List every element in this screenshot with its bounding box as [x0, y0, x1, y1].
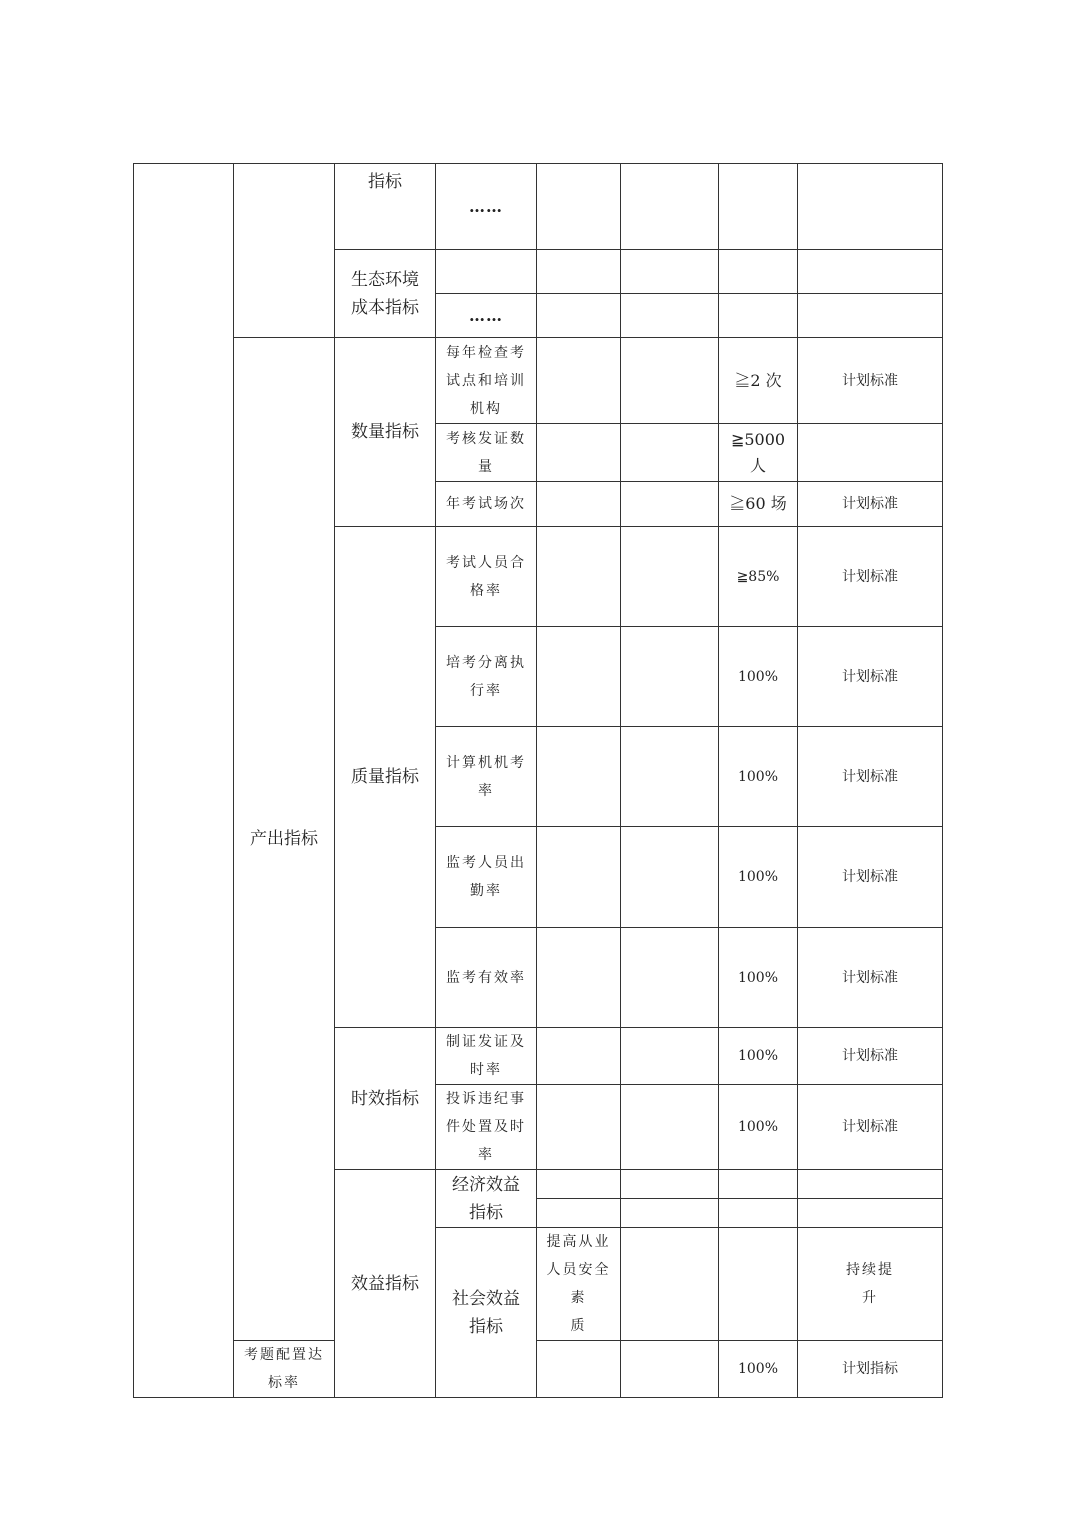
indicator-value: 100% — [719, 827, 798, 928]
level2-partial-label: 指标 — [335, 164, 436, 250]
indicator-value: ≧85% — [719, 527, 798, 627]
level1-blank-cell — [134, 164, 234, 1398]
ellipsis-cell: …… — [436, 294, 537, 338]
indicator-name: 培考分离执 行率 — [436, 627, 537, 727]
indicator-note: 计划标准 — [798, 928, 943, 1028]
level2-quantity-label: 数量指标 — [335, 338, 436, 527]
indicator-name: 监考有效率 — [436, 928, 537, 1028]
indicator-name: 每年检查考 试点和培训 机构 — [436, 338, 537, 424]
indicator-note: 计划标准 — [798, 527, 943, 627]
indicator-name: 监考人员出 勤率 — [436, 827, 537, 928]
indicator-name: 提高从业 人员安全素 质 — [537, 1228, 621, 1341]
indicator-value: 100% — [719, 1085, 798, 1170]
indicator-note: 计划标准 — [798, 338, 943, 424]
indicator-note: 计划标准 — [798, 1028, 943, 1085]
indicator-name: 考题配置达 标率 — [234, 1341, 335, 1398]
indicator-note: 计划标准 — [798, 727, 943, 827]
indicator-note: 计划标准 — [798, 1085, 943, 1170]
indicator-note: 计划标准 — [798, 482, 943, 527]
indicator-value: 100% — [719, 1341, 798, 1398]
indicator-name: 投诉违纪事 件处置及时 率 — [436, 1085, 537, 1170]
indicator-value: 100% — [719, 627, 798, 727]
indicator-value: 持续提 升 — [798, 1228, 943, 1341]
level1-continued-cell — [234, 164, 335, 338]
level1-benefit-label: 效益指标 — [335, 1170, 436, 1398]
ellipsis-cell: …… — [436, 164, 537, 250]
indicator-note: 计划标准 — [798, 827, 943, 928]
level2-quality-label: 质量指标 — [335, 527, 436, 1028]
indicator-name: 考试人员合 格率 — [436, 527, 537, 627]
indicator-value: ≧5000 人 — [719, 424, 798, 482]
indicator-name: 制证发证及 时率 — [436, 1028, 537, 1085]
level2-economic-label: 经济效益 指标 — [436, 1170, 537, 1228]
level1-output-label: 产出指标 — [234, 338, 335, 1341]
level2-timeliness-label: 时效指标 — [335, 1028, 436, 1170]
indicator-value: ≧60 场 — [719, 482, 798, 527]
indicator-note: 计划标准 — [798, 627, 943, 727]
indicator-value: 100% — [719, 1028, 798, 1085]
indicator-value: 100% — [719, 928, 798, 1028]
indicator-name: 计算机机考 率 — [436, 727, 537, 827]
level2-social-label: 社会效益 指标 — [436, 1228, 537, 1398]
indicator-name: 年考试场次 — [436, 482, 537, 527]
indicator-value: ≧2 次 — [719, 338, 798, 424]
indicator-note — [798, 424, 943, 482]
indicator-name: 考核发证数 量 — [436, 424, 537, 482]
indicator-note: 计划指标 — [798, 1341, 943, 1398]
performance-indicator-table — [133, 163, 943, 1398]
indicator-value: 100% — [719, 727, 798, 827]
level2-eco-cost-label: 生态环境 成本指标 — [335, 250, 436, 338]
